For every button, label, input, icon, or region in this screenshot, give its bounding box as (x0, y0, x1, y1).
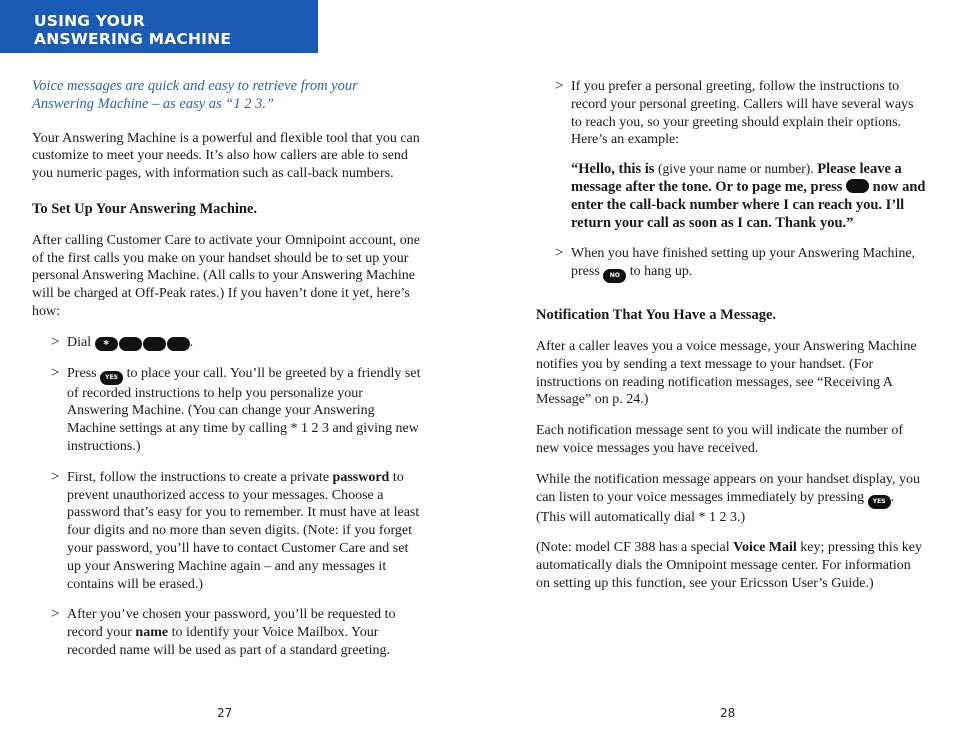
notification-p3-text-a: While the notification message appears on your handset display, you can listen to your voice messages immediately by pressing (536, 471, 920, 505)
notification-paragraph-2: Each notification message sent to you will indicate the number of new voice messages you have received. (536, 423, 904, 456)
step-press-yes (32, 365, 422, 456)
star-key-icon: * (95, 337, 118, 351)
three-key-icon (167, 337, 190, 351)
step-dial (32, 334, 422, 352)
intro-text: Voice messages are quick and easy to retrieve from your Answering Machine – as easy as “1 2 3.” (32, 78, 358, 112)
voice-mail-keyword: Voice Mail (733, 540, 797, 556)
yes-key-icon: YES (868, 495, 891, 509)
step-password-text-a: First, follow the instructions to create a private (67, 469, 330, 485)
password-keyword: password (332, 469, 390, 485)
name-keyword: name (135, 625, 169, 641)
setup-paragraph: After calling Customer Care to activate your Omnipoint account, one of the first calls you make on your handset should be to set up your personal Answering Machine. (All calls to your Answering Machine will be charged at Off-Peak rates.) If you haven’t done it yet, here’s how: (32, 232, 420, 319)
hang-up-text-a: When you have finished setting up your Answering Machine, press (571, 246, 916, 280)
step-marker: > (51, 606, 60, 623)
greeting-example (536, 160, 926, 232)
notification-paragraph-3 (536, 471, 926, 527)
hang-up-text-b: to hang up. (629, 264, 693, 280)
page-number-right: 28 (720, 706, 736, 720)
section-header (0, 0, 318, 53)
step-dial-suffix: . (189, 334, 194, 350)
step-marker: > (555, 245, 564, 262)
step-dial-prefix: Dial (67, 334, 92, 350)
greeting-quote-placeholder: (give your name or number). (658, 161, 814, 177)
right-page (536, 78, 926, 606)
section-title-line2: ANSWERING MACHINE (34, 30, 232, 48)
step-marker: > (51, 333, 60, 350)
step-name (32, 606, 422, 659)
personal-greeting-text: If you prefer a personal greeting, follow the instructions to record your personal greeting. Callers will have several ways to reach you, so your greeting should explain their options. Here’s an example: (571, 79, 914, 148)
step-name-text-a: After you’ve chosen your password, you’ll be requested to record your (67, 607, 396, 641)
notification-p4-text-a: (Note: model CF 388 has a special (536, 540, 730, 556)
step-name-text-b: to identify your Voice Mailbox. Your recorded name will be used as part of a standard greeting. (67, 625, 391, 658)
step-press-text: to place your call. You’ll be greeted by a friendly set of recorded instructions to help you personalize your Answering Machine. (You can change your Answering Machine settings at any time by calling * 1 2 3 and giving new instructions.) (67, 365, 421, 454)
left-page (32, 78, 422, 673)
step-marker: > (555, 78, 564, 94)
notification-p3-text-b: . (This will automatically dial * 1 2 3.) (536, 489, 895, 525)
notification-paragraph-1: After a caller leaves you a voice message, your Answering Machine notifies you by sending a text message to your handset. (For instructions on reading notification messages, see “Receiving A Message” on p. 24.) (536, 338, 917, 408)
step-hang-up (536, 245, 926, 283)
step-marker: > (51, 364, 60, 381)
step-password-text-b: to prevent unauthorized access to your messages. Choose a password that’s easy for you to remember. It must have at least four digits and no more than seven digits. (Note: if you forget your password, you’ll have to contact Customer Care and set up your Answering Machine again – and any messages it contains will be erased.) (67, 469, 420, 592)
step-marker: > (51, 468, 60, 485)
section-title-line1: USING YOUR (34, 12, 145, 30)
dial-keys (95, 337, 190, 351)
page-number-left: 27 (217, 706, 233, 720)
notification-paragraph-4 (536, 539, 926, 592)
notification-heading: Notification That You Have a Message. (536, 307, 777, 324)
greeting-quote-b: Please leave a message after the tone. Or to page me, press (571, 161, 902, 195)
two-key-icon (143, 337, 166, 351)
page-key-icon (846, 179, 869, 193)
greeting-quote-a: “Hello, this is (571, 161, 655, 178)
setup-heading: To Set Up Your Answering Machine. (32, 200, 258, 217)
overview-paragraph: Your Answering Machine is a powerful and flexible tool that you can customize to meet your needs. It’s also how callers are able to send you numeric pages, with information such as call-back numbers. (32, 130, 420, 182)
notification-p4-text-b: key; pressing this key automatically dials the Omnipoint message center. For information on setting up this function, see your Ericsson User’s Guide.) (536, 540, 922, 591)
greeting-quote-c: now and enter the call-back number where I can reach you. I’ll return your call as soon as I can. Thank you.” (571, 178, 926, 231)
one-key-icon (119, 337, 142, 351)
step-password (32, 469, 422, 594)
step-press-prefix: Press (67, 365, 97, 381)
yes-key-icon: YES (100, 371, 123, 385)
step-personal-greeting (536, 78, 926, 149)
no-key-icon: NO (603, 269, 626, 283)
